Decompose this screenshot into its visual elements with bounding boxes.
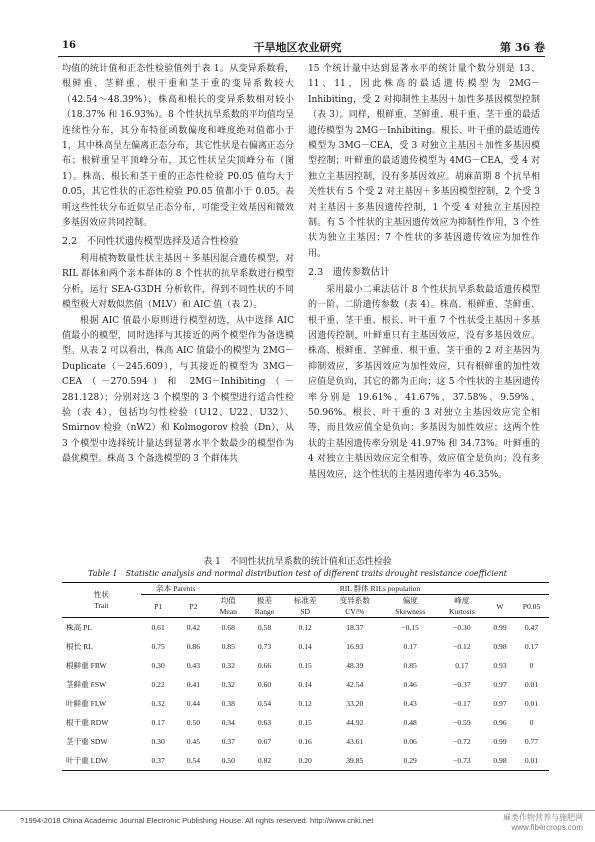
table-cell: 39.85	[327, 751, 383, 771]
table-cell: 0.46	[403, 680, 417, 689]
trait-cell: 茎鲜重 FSW	[66, 680, 107, 689]
table-cell: 0.38	[221, 699, 235, 708]
column-header: 标准差 SD	[283, 595, 326, 618]
table-cell: 0.17	[524, 642, 539, 651]
column-header: 极差 Range	[246, 595, 284, 618]
trait-cell: 株高 PL	[66, 623, 92, 632]
table-cell: 0.30	[151, 737, 165, 746]
table-cell: 0.34	[221, 718, 235, 727]
table-cell: 0.42	[186, 623, 200, 632]
column-header: P0.05	[514, 595, 549, 618]
watermark-url: www.fibercrops.com	[511, 823, 583, 832]
table-row	[62, 694, 549, 713]
table-cell: 0.50	[186, 718, 200, 727]
table-cell: 48.39	[346, 661, 364, 670]
table-cell: 0.93	[493, 661, 507, 670]
right-text-column	[308, 62, 540, 483]
trait-cell: 叶干重 LDW	[62, 751, 141, 771]
trait-cell: 根干重 RDW	[66, 718, 109, 727]
table-cell: 0.99	[493, 737, 507, 746]
trait-cell: 根长 RL	[66, 642, 93, 651]
table-cell: 0.01	[524, 699, 539, 708]
paragraph: 15 个统计量中达到显著水平的统计量个数分别是 13、11、11，因此株高的最适遗传模型为 2MG－Inhibiting，受 2 对抑制性主基因＋加性多基因模型控制（表 3）。同样，根鲜重、茎鲜重、根干重、茎干重的最适遗传模型为 2MG－Inhibiting。根长、叶干重的最适遗传模型为 3MG－CEA，受 3 对独立主基因＋加性多基因模型控制；叶鲜重的最适遗传模型为 4MG－CEA，受 4 对独立主基因控制，没有多基因效应。胡麻苗期 8 个抗旱相关性状有 5 个受 2 对主基因＋多基因模型控制，2 个受 3 对主基因＋多基因遗传控制，1 个受 4 对独立主基因控制。有 5 个性状的主基因遗传效应为抑制性作用，3 个性状为独立主基因；7 个性状的多基因遗传效应为加性作用。	[308, 64, 540, 259]
table-cell: 0.17	[151, 718, 165, 727]
table-cell: 0.37	[221, 737, 235, 746]
table-row	[62, 618, 549, 638]
table-cell: 0.32	[151, 699, 165, 708]
table-cell: −0.15	[401, 623, 419, 632]
table-cell: 0.30	[151, 661, 165, 670]
table-cell: 0.68	[221, 623, 235, 632]
paragraph: 利用植物数量性状主基因＋多基因混合遗传模型，对 RIL 群体和两个亲本群体的 8 个性状的抗旱系数进行模型分析，运行 SEA-G3DH 分析软件，得到不同性状的不同模型极大对数似然值（MLV）和 AIC 值（表 2）。	[62, 253, 294, 311]
table-cell: 18.37	[346, 623, 364, 632]
table-cell: 44.92	[346, 718, 364, 727]
table-cell: 0.17	[455, 661, 469, 670]
table-cell: 0.63	[257, 718, 272, 727]
table-cell: 0.75	[151, 642, 165, 651]
table-cell: 43.61	[346, 737, 364, 746]
table-cell: 0.29	[383, 751, 438, 771]
ril-group-header: RIL 群体 RILs population	[211, 583, 549, 595]
table-cell: 0.73	[257, 642, 272, 651]
table-cell: 0.43	[186, 661, 200, 670]
table-cell: 0.06	[403, 737, 417, 746]
table-cell: 0.37	[141, 751, 176, 771]
table-cell: 0.44	[186, 699, 200, 708]
parents-group-header: 亲本 Parents	[141, 583, 211, 595]
table-row	[62, 751, 549, 771]
table-body	[62, 618, 549, 771]
table-cell: 0.01	[524, 680, 539, 689]
section-heading: 2.3 遗传参数估计	[308, 267, 390, 279]
table-cell: 0.97	[493, 699, 507, 708]
table-cell: 0.58	[257, 623, 272, 632]
table-cell: −0.17	[453, 699, 471, 708]
footer-rule	[0, 810, 595, 811]
table-cell: −0.37	[453, 680, 471, 689]
table-caption-en: Table 1 Statistic analysis and normal distribution test of different traits drought resistance coefficient	[87, 569, 507, 578]
table-cell: 0.43	[403, 699, 417, 708]
paragraph: 根据 AIC 值最小原则进行模型初选，从中选择 AIC 值最小的模型，同时选择与其接近的两个模型作为备选模型。从表 2 可以看出，株高 AIC 值最小的模型为 2MG－Duplicate（－245.609），与其接近的模型为 3MG－CEA（－270.594）和 2MG－Inhibiting（－281.128）；分别对这 3 个模型的 3 个模型进行适合性检验（表 4），包括均匀性检验（U12、U22、U32）、Smirnov 检验（nW2）和 Kolmogorov 检验（Dn），从 3 个模型中选择统计量达到显著水平个数最少的模型作为最优模型。株高 3 个备选模型的 3 个群体共	[62, 315, 294, 465]
statistics-table	[62, 582, 549, 771]
paragraph: 均值的统计值和正态性检验值列于表 1。从变异系数看，根鲜重、茎鲜重、根干重和茎干重的变异系数较大（42.54～48.39%），株高和根长的变异系数相对较小（18.37% 和 16.93%）。8 个性状抗旱系数的平均值均呈连续性分布，其分布特征函数偏度和峰度绝对值都小于 1，其中株高呈左偏离正态分布，其它性状是右偏离正态分布；根鲜重呈平顶峰分布，其它性状呈尖顶峰分布（图 1）。株高、根长和茎干重的正态性检验 P0.05 值均大于 0.05，其它性状的正态性检验 P0.05 值都小于 0.05。表明这些性状分布近似呈正态分布，可能受主效基因和微效多基因效应共同控制。	[62, 64, 294, 229]
column-header: W	[486, 595, 514, 618]
table-cell: 0.61	[151, 623, 165, 632]
left-text-column	[62, 62, 294, 468]
watermark	[503, 813, 583, 833]
table-cell: 0.99	[493, 623, 507, 632]
table-cell: 33.20	[346, 699, 364, 708]
table-row	[62, 675, 549, 694]
table-cell: 0.85	[403, 661, 417, 670]
section-heading: 2.2 不同性状遗传模型选择及适合性检验	[62, 236, 239, 248]
watermark-cn: 麻类作物营养与施肥网	[503, 813, 583, 822]
table-cell: 0.96	[493, 718, 507, 727]
column-header: P2	[176, 595, 211, 618]
page-number: 16	[62, 40, 76, 51]
table-cell: 0.17	[403, 642, 417, 651]
table-cell: 0.14	[298, 642, 312, 651]
table-cell: −0.72	[453, 737, 471, 746]
table-cell: 0.48	[403, 718, 417, 727]
column-header: 偏度 Skewness	[383, 595, 438, 618]
table-cell: 0.16	[298, 737, 312, 746]
table-header-row-group	[62, 583, 549, 595]
table-row	[62, 656, 549, 675]
table-cell: 0.14	[298, 680, 312, 689]
table-cell: 0.15	[298, 661, 312, 670]
table-cell: 0.54	[176, 751, 211, 771]
column-header: 变异系数 CV/%	[327, 595, 383, 618]
table-cell: 0.22	[151, 680, 165, 689]
table-caption-cn: 表 1 不同性状抗旱系数的统计值和正态性检验	[203, 557, 392, 567]
table-cell: 0.47	[524, 623, 539, 632]
table-cell: 0.41	[186, 680, 200, 689]
column-header: 均值 Mean	[211, 595, 246, 618]
table-cell: 0.32	[221, 680, 235, 689]
column-header: P1	[141, 595, 176, 618]
table-cell: 0.01	[514, 751, 549, 771]
table-cell: 0.32	[221, 661, 235, 670]
table-cell: 0.85	[221, 642, 235, 651]
table-row	[62, 713, 549, 732]
table-cell: 0.50	[211, 751, 246, 771]
table-row	[62, 732, 549, 751]
table-cell: 0.45	[186, 737, 200, 746]
paragraph: 采用最小二乘法估计 8 个性状抗旱系数最适遗传模型的一阶、二阶遗传参数（表 4）。株高、根鲜重、茎鲜重、根干重、茎干重、根长、叶干重 7 个性状受主基因＋多基因遗传控制，叶鲜重只有主基因效应，没有多基因效应。株高、根鲜重、茎鲜重、根干重、茎干重的 2 对主基因为抑制效应，多基因效应为加性效应，只有根鲜重的加性效应值是负向，其它的都为正向；这 5 个性状的主基因遗传率分别是 19.61%、41.67%、37.58%、9.59%、50.96%。根长、叶干重的 3 对独立主基因效应完全相等，而且效应值全是负向；多基因为加性效应；这两个性状的主基因遗传率分别是 41.97% 和 34.73%。叶鲜重的 4 对独立主基因效应完全相等，效应值全是负向；没有多基因效应，这个性状的主基因遗传率为 46.35%。	[308, 284, 540, 480]
column-header: 峰度 Kurtosis	[438, 595, 486, 618]
table-cell: 42.54	[346, 680, 364, 689]
trait-cell: 根鲜重 FRW	[66, 661, 107, 670]
table-cell: 0.54	[257, 699, 272, 708]
table-cell: 0.15	[298, 718, 312, 727]
header-rule	[58, 56, 545, 57]
table-cell: 0.77	[524, 737, 539, 746]
journal-title: 干旱地区农业研究	[253, 41, 342, 54]
table-cell: 0.67	[257, 737, 272, 746]
table-cell: 0.60	[257, 680, 272, 689]
table-cell: 0.20	[283, 751, 326, 771]
table-cell: −0.30	[453, 623, 471, 632]
table-cell: 0.86	[186, 642, 200, 651]
trait-cell: 茎干重 SDW	[66, 737, 108, 746]
table-cell: 0.66	[257, 661, 272, 670]
table-cell: 16.93	[346, 642, 364, 651]
trait-header: 性状 Trait	[62, 583, 141, 618]
table-cell: 0	[529, 718, 534, 727]
table-cell: 0.97	[493, 680, 507, 689]
table-cell: 0.98	[486, 751, 514, 771]
table-cell: 0.82	[246, 751, 284, 771]
table-cell: 0.12	[298, 699, 312, 708]
table-cell: −0.59	[453, 718, 471, 727]
table-cell: 0	[529, 661, 534, 670]
table-row	[62, 637, 549, 656]
table-cell: 0.12	[298, 623, 312, 632]
table-cell: 0.98	[493, 642, 507, 651]
table-cell: −0.73	[438, 751, 486, 771]
copyright-notice: ?1994-2018 China Academic Journal Electronic Publishing House. All rights reserved. http://www.cnki.net	[20, 816, 374, 825]
volume-label: 第 36 卷	[500, 41, 545, 54]
table-cell: −0.12	[453, 642, 471, 651]
trait-cell: 叶鲜重 FLW	[66, 699, 107, 708]
